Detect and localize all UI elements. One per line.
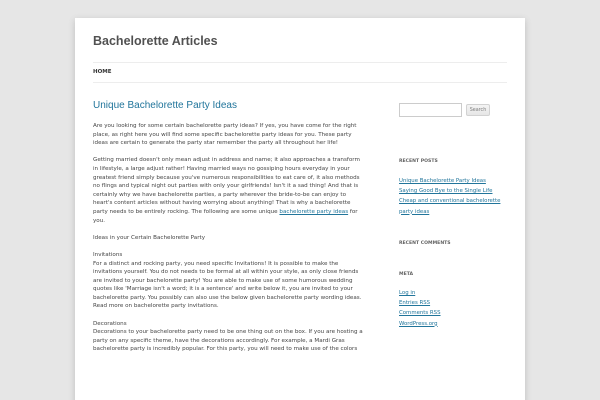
recent-post-link[interactable]: Unique Bachelorette Party Ideas (399, 178, 486, 184)
recent-post-link[interactable]: Cheap and conventional bachelorette party ideas (399, 198, 501, 215)
main-navigation (93, 62, 507, 83)
widget-title-meta: META (399, 272, 414, 277)
decorations-heading: Decorations (93, 320, 127, 327)
page-container (75, 18, 525, 400)
search-input[interactable] (399, 103, 462, 117)
search-button[interactable]: Search (466, 104, 490, 116)
decorations-body: Decorations to your bachelorette party need to be one thing out on the box. If you are hosting a party on any specific theme, have the decorations accordingly. For example, a Mardi Gras bachelorette party is incredibly popular. For this party, you will need to make use of the colors (93, 329, 363, 353)
widget-title-recent-comments: RECENT COMMENTS (399, 241, 451, 246)
invitations-heading: Invitations (93, 251, 123, 258)
recent-posts-list (399, 176, 507, 217)
post-text: for you. (93, 208, 358, 224)
post-text: Getting married doesn't only mean adjust in address and name; it also approaches a transform in lifestyle, a large adjust rather! Having married ways no gossiping hours everyday in your greatest friend simply because you've numerous responsibilities to eat care of, it also methods no flings and typical night out parties with only your girlfriends! Isn't it a sad thing! And that is certainly why we have bachelorette parties, a party wherever the bride-to-be can enjoy to heart's content articles without having worrying about anything! That is why a bachelorette party needs to be entirely rocking. The following are some unique (93, 157, 360, 215)
post-paragraph-body (93, 156, 365, 225)
recent-post-link[interactable]: Saying Good Bye to the Single Life (399, 188, 493, 195)
post-paragraph-ideas-heading: Ideas in your Certain Bachelorette Party (93, 234, 206, 241)
widget-title-recent-posts: RECENT POSTS (399, 159, 438, 164)
post-paragraph-invitations (93, 251, 365, 311)
post-paragraph-decorations (93, 320, 365, 354)
list-item (399, 298, 441, 308)
list-item (399, 186, 507, 196)
login-link[interactable]: Log in (399, 290, 416, 296)
invitations-body: For a distinct and rocking party, you need specific Invitations! It is possible to make the invitations yourself. You do not needs to be formal at all within your style, as only close friends are invited to your bachelorette party! You are able to make use of some humorous wedding quotes like 'Marriage isn't a word; it is a sentence' and write below it, you are invited to your bachelorette party. You possibly can also use the below given bachelorette party wording ideas. Read more on bachelorette party invitations. (93, 260, 362, 310)
site-title-link[interactable]: Bachelorette Articles (93, 34, 218, 48)
wordpress-org-link[interactable]: WordPress.org (399, 320, 438, 327)
post-paragraph-intro: Are you looking for some certain bachelorette party ideas? If yes, you have come for the right place, as right here you will find some specific bachelorette party ideas for you. These party ideas are certain to generate the party star remember the party all throughout her life! (93, 123, 357, 147)
list-item (399, 196, 507, 216)
widget-recent-comments (399, 241, 451, 246)
entries-rss-link[interactable]: Entries RSS (399, 300, 431, 307)
list-item (399, 288, 441, 298)
meta-list (399, 288, 441, 329)
list-item (399, 319, 441, 329)
post-title[interactable]: Unique Bachelorette Party Ideas (93, 100, 237, 111)
comments-rss-link[interactable]: Comments RSS (399, 310, 441, 317)
list-item (399, 176, 507, 186)
sidebar (399, 103, 507, 327)
nav-item-home[interactable]: HOME (93, 69, 112, 75)
widget-recent-posts (399, 159, 507, 217)
list-item (399, 308, 441, 318)
widget-meta (399, 272, 441, 329)
search-form (399, 103, 507, 117)
bachelorette-party-ideas-link[interactable]: bachelorette party ideas (279, 208, 349, 215)
post-article (93, 100, 365, 363)
